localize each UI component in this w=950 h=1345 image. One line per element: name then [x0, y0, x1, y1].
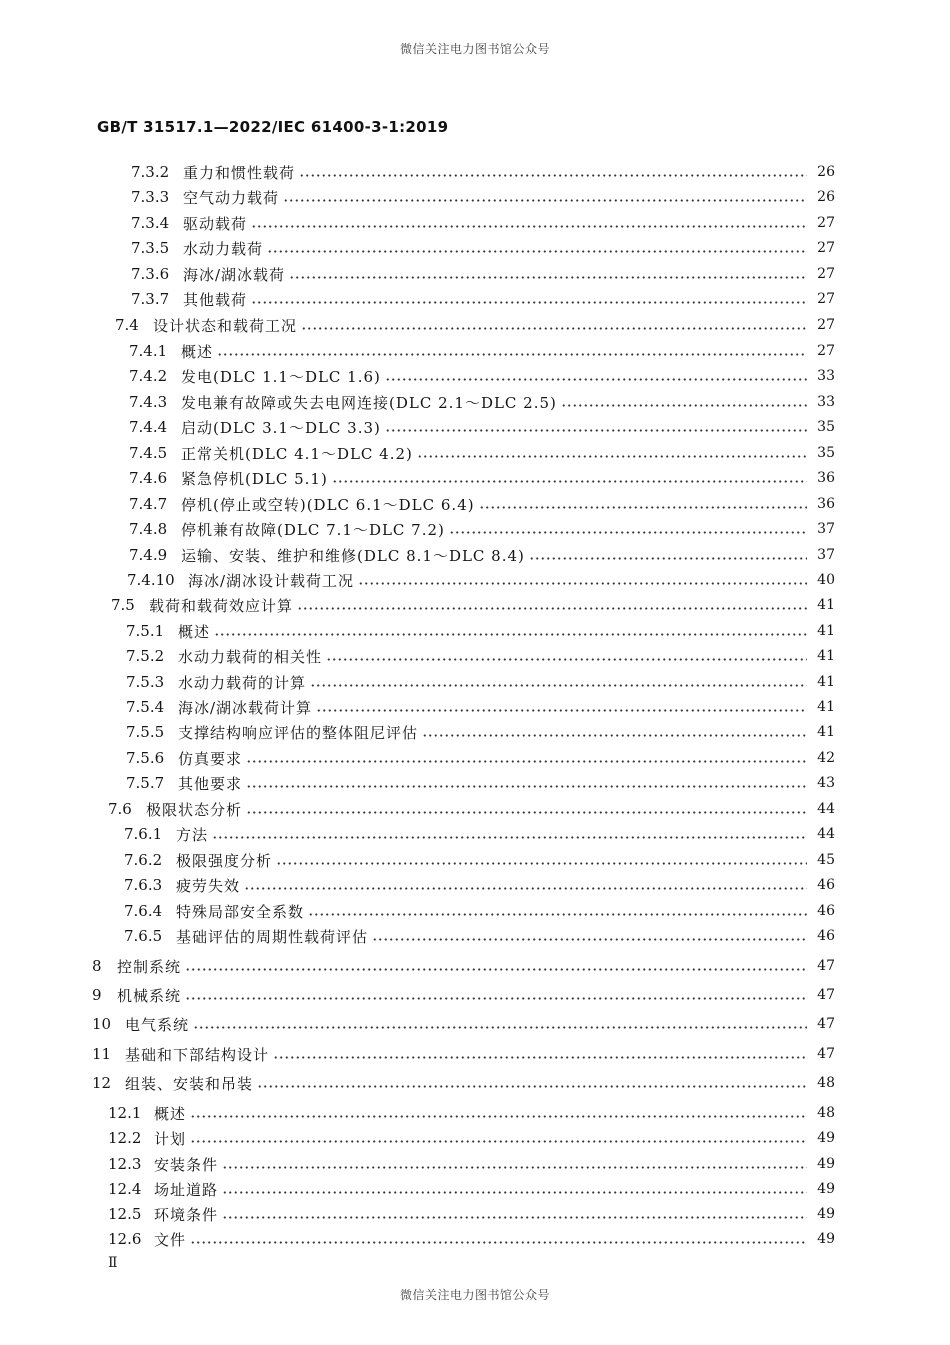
toc-entry-page: 27 — [817, 291, 835, 307]
toc-entry[interactable] — [129, 493, 835, 515]
toc-entry-page: 37 — [817, 521, 835, 537]
page-number: Ⅱ — [108, 1255, 118, 1271]
toc-entry-page: 43 — [817, 775, 835, 791]
toc-entry[interactable] — [108, 1203, 835, 1225]
toc-entry-number: 7.4.9 — [129, 546, 168, 564]
toc-entry-number: 7.4 — [115, 316, 139, 334]
toc-entry-number: 11 — [92, 1045, 112, 1063]
toc-entry[interactable] — [108, 1153, 835, 1175]
toc-entry-number: 12.6 — [108, 1230, 142, 1248]
toc-entry-number: 7.4.3 — [129, 393, 168, 411]
toc-entry-number: 7.3.4 — [131, 214, 170, 232]
dot-leader — [267, 250, 807, 253]
toc-entry-number: 7.4.5 — [129, 444, 168, 462]
toc-entry-number: 12 — [92, 1074, 112, 1092]
toc-entry-number: 7.3.2 — [131, 163, 170, 181]
toc-entry[interactable] — [124, 823, 835, 845]
dot-leader — [289, 276, 807, 279]
toc-entry-page: 47 — [817, 958, 835, 974]
toc-entry-title: 海冰/湖冰设计载荷工况 — [188, 571, 355, 590]
toc-entry-page: 27 — [817, 343, 835, 359]
toc-entry[interactable] — [108, 1102, 835, 1124]
dot-leader — [316, 709, 807, 712]
toc-entry-title: 设计状态和载荷工况 — [153, 316, 298, 335]
dot-leader — [308, 913, 807, 916]
toc-entry-number: 7.5.7 — [126, 774, 165, 792]
toc-entry-number: 12.4 — [108, 1180, 142, 1198]
toc-entry-page: 35 — [817, 419, 835, 435]
dot-leader — [417, 455, 807, 458]
standard-header: GB/T 31517.1—2022/IEC 61400-3-1:2019 — [97, 118, 449, 136]
dot-leader — [283, 199, 807, 202]
dot-leader — [332, 480, 807, 483]
toc-entry-title: 概述 — [181, 342, 214, 361]
toc-entry-title: 载荷和载荷效应计算 — [149, 596, 294, 615]
toc-entry[interactable] — [108, 798, 835, 820]
toc-entry[interactable] — [131, 186, 835, 208]
toc-entry-title: 停机兼有故障(DLC 7.1～DLC 7.2) — [181, 520, 445, 539]
toc-entry-number: 7.6.5 — [124, 927, 163, 945]
toc-entry[interactable] — [92, 1013, 835, 1035]
toc-entry-number: 7.6.2 — [124, 851, 163, 869]
toc-entry[interactable] — [129, 442, 835, 464]
dot-leader — [222, 1166, 807, 1169]
toc-entry-number: 12.3 — [108, 1155, 142, 1173]
toc-entry-page: 41 — [817, 648, 835, 664]
toc-entry-title: 概述 — [154, 1104, 187, 1123]
toc-entry[interactable] — [129, 518, 835, 540]
toc-entry-page: 27 — [817, 317, 835, 333]
toc-entry-title: 停机(停止或空转)(DLC 6.1～DLC 6.4) — [181, 495, 475, 514]
dot-leader — [479, 506, 807, 509]
toc-entry-number: 7.4.4 — [129, 418, 168, 436]
dot-leader — [257, 1085, 807, 1088]
toc-entry-page: 41 — [817, 597, 835, 613]
toc-entry-number: 7.5 — [111, 596, 135, 614]
dot-leader — [185, 997, 807, 1000]
toc-entry[interactable] — [131, 288, 835, 310]
toc-entry[interactable] — [131, 237, 835, 259]
toc-entry[interactable] — [129, 340, 835, 362]
toc-entry-title: 电气系统 — [125, 1015, 190, 1034]
toc-entry-page: 36 — [817, 496, 835, 512]
toc-entry-number: 7.3.3 — [131, 188, 170, 206]
dot-leader — [297, 607, 807, 610]
toc-entry-page: 35 — [817, 445, 835, 461]
toc-entry-title: 计划 — [154, 1129, 187, 1148]
dot-leader — [273, 1056, 807, 1059]
dot-leader — [246, 760, 807, 763]
toc-entry-title: 启动(DLC 3.1～DLC 3.3) — [181, 418, 381, 437]
dot-leader — [190, 1241, 807, 1244]
toc-entry[interactable] — [129, 416, 835, 438]
dot-leader — [222, 1216, 807, 1219]
toc-entry[interactable] — [92, 984, 835, 1006]
dot-leader — [217, 353, 807, 356]
toc-entry-page: 49 — [817, 1231, 835, 1247]
dot-leader — [246, 785, 807, 788]
toc-entry-page: 47 — [817, 1046, 835, 1062]
toc-entry-number: 7.4.10 — [127, 571, 175, 589]
dot-leader — [251, 225, 807, 228]
toc-entry-title: 概述 — [178, 622, 211, 641]
dot-leader — [372, 938, 807, 941]
toc-entry-title: 重力和惯性载荷 — [183, 163, 296, 182]
toc-entry-number: 7.4.2 — [129, 367, 168, 385]
toc-entry[interactable] — [108, 1127, 835, 1149]
toc-entry-title: 紧急停机(DLC 5.1) — [181, 469, 328, 488]
toc-entry-title: 水动力载荷的相关性 — [178, 647, 323, 666]
toc-entry-number: 7.4.7 — [129, 495, 168, 513]
dot-leader — [358, 582, 807, 585]
toc-entry-page: 36 — [817, 470, 835, 486]
watermark-bottom: 微信关注电力图书馆公众号 — [399, 1288, 550, 1302]
toc-entry-page: 42 — [817, 750, 835, 766]
dot-leader — [326, 658, 807, 661]
toc-entry-number: 7.6 — [108, 800, 132, 818]
toc-entry[interactable] — [129, 365, 835, 387]
toc-entry-number: 7.4.8 — [129, 520, 168, 538]
toc-entry-title: 场址道路 — [154, 1180, 219, 1199]
toc-entry-page: 49 — [817, 1130, 835, 1146]
toc-entry-title: 海冰/湖冰载荷 — [183, 265, 286, 284]
dot-leader — [449, 531, 807, 534]
dot-leader — [251, 301, 807, 304]
toc-entry-title: 运输、安装、维护和维修(DLC 8.1～DLC 8.4) — [181, 546, 525, 565]
toc-entry[interactable] — [108, 1178, 835, 1200]
toc-entry[interactable] — [129, 391, 835, 413]
toc-entry-page: 45 — [817, 852, 835, 868]
dot-leader — [529, 557, 807, 560]
toc-entry-number: 12.5 — [108, 1205, 142, 1223]
dot-leader — [190, 1115, 807, 1118]
toc-entry-number: 7.3.7 — [131, 290, 170, 308]
toc-entry-page: 41 — [817, 623, 835, 639]
toc-entry[interactable] — [126, 747, 835, 769]
toc-entry-page: 48 — [817, 1105, 835, 1121]
dot-leader — [193, 1026, 807, 1029]
toc-entry-page: 26 — [817, 189, 835, 205]
toc-entry-number: 7.5.6 — [126, 749, 165, 767]
toc-entry-number: 7.5.4 — [126, 698, 165, 716]
toc-entry-title: 机械系统 — [117, 986, 182, 1005]
dot-leader — [561, 404, 807, 407]
toc-entry-title: 基础和下部结构设计 — [125, 1045, 270, 1064]
toc-entry-page: 33 — [817, 368, 835, 384]
toc-entry-page: 44 — [817, 826, 835, 842]
toc-entry[interactable] — [131, 263, 835, 285]
toc-entry[interactable] — [124, 900, 835, 922]
toc-entry[interactable] — [126, 645, 835, 667]
toc-entry-number: 7.5.2 — [126, 647, 165, 665]
toc-entry[interactable] — [124, 874, 835, 896]
toc-entry-page: 40 — [817, 572, 835, 588]
toc-entry-page: 27 — [817, 215, 835, 231]
dot-leader — [212, 836, 807, 839]
toc-entry[interactable] — [131, 161, 835, 183]
toc-entry[interactable] — [126, 721, 835, 743]
dot-leader — [310, 684, 807, 687]
toc-entry-page: 46 — [817, 928, 835, 944]
toc-entry[interactable] — [111, 594, 835, 616]
toc-entry-page: 26 — [817, 164, 835, 180]
dot-leader — [244, 887, 807, 890]
toc-entry-title: 特殊局部安全系数 — [176, 902, 305, 921]
toc-entry-number: 8 — [92, 957, 102, 975]
toc-entry[interactable] — [124, 925, 835, 947]
toc-entry-number: 7.4.1 — [129, 342, 168, 360]
toc-entry-title: 控制系统 — [117, 957, 182, 976]
toc-entry[interactable] — [131, 212, 835, 234]
dot-leader — [246, 811, 807, 814]
dot-leader — [299, 174, 807, 177]
toc-entry[interactable] — [115, 314, 835, 336]
toc-entry-number: 7.5.1 — [126, 622, 165, 640]
toc-entry-page: 49 — [817, 1206, 835, 1222]
toc-entry-title: 环境条件 — [154, 1205, 219, 1224]
toc-entry-number: 9 — [92, 986, 102, 1004]
toc-entry[interactable] — [124, 849, 835, 871]
toc-entry-title: 组装、安装和吊装 — [125, 1074, 254, 1093]
toc-entry-page: 41 — [817, 674, 835, 690]
toc-entry-page: 46 — [817, 877, 835, 893]
dot-leader — [422, 734, 807, 737]
toc-entry-title: 空气动力载荷 — [183, 188, 280, 207]
toc-entry[interactable] — [92, 1072, 835, 1094]
toc-entry-title: 其他要求 — [178, 774, 243, 793]
toc-entry-title: 支撑结构响应评估的整体阻尼评估 — [178, 723, 419, 742]
dot-leader — [385, 429, 807, 432]
toc-entry-title: 发电(DLC 1.1～DLC 1.6) — [181, 367, 381, 386]
dot-leader — [301, 327, 807, 330]
toc-entry[interactable] — [92, 1043, 835, 1065]
dot-leader — [276, 862, 807, 865]
toc-entry-page: 47 — [817, 1016, 835, 1032]
toc-entry-page: 41 — [817, 724, 835, 740]
toc-entry-page: 49 — [817, 1181, 835, 1197]
toc-entry-title: 其他载荷 — [183, 290, 248, 309]
toc-entry[interactable] — [126, 671, 835, 693]
dot-leader — [185, 968, 807, 971]
toc-entry-title: 基础评估的周期性载荷评估 — [176, 927, 369, 946]
toc-entry-title: 海冰/湖冰载荷计算 — [178, 698, 313, 717]
toc-entry-title: 文件 — [154, 1230, 187, 1249]
toc-entry-page: 37 — [817, 547, 835, 563]
toc-entry-number: 7.5.3 — [126, 673, 165, 691]
toc-entry-title: 水动力载荷的计算 — [178, 673, 307, 692]
toc-entry[interactable] — [126, 620, 835, 642]
toc-entry-title: 驱动载荷 — [183, 214, 248, 233]
toc-entry-number: 7.3.5 — [131, 239, 170, 257]
toc-entry-title: 极限强度分析 — [176, 851, 273, 870]
toc-entry[interactable] — [108, 1228, 835, 1250]
toc-entry-number: 7.6.4 — [124, 902, 163, 920]
toc-entry-number: 7.4.6 — [129, 469, 168, 487]
toc-entry-page: 27 — [817, 240, 835, 256]
toc-entry-number: 12.1 — [108, 1104, 142, 1122]
toc-entry[interactable] — [127, 569, 835, 591]
dot-leader — [214, 633, 807, 636]
toc-entry-number: 7.5.5 — [126, 723, 165, 741]
toc-entry-title: 安装条件 — [154, 1155, 219, 1174]
toc-entry-page: 49 — [817, 1156, 835, 1172]
toc-entry-title: 仿真要求 — [178, 749, 243, 768]
toc-entry-number: 12.2 — [108, 1129, 142, 1147]
toc-entry-title: 水动力载荷 — [183, 239, 264, 258]
toc-entry-title: 发电兼有故障或失去电网连接(DLC 2.1～DLC 2.5) — [181, 393, 557, 412]
toc-entry[interactable] — [129, 467, 835, 489]
toc-entry-title: 极限状态分析 — [146, 800, 243, 819]
toc-entry[interactable] — [126, 772, 835, 794]
toc-entry-page: 27 — [817, 266, 835, 282]
watermark-top: 微信关注电力图书馆公众号 — [399, 42, 550, 56]
toc-entry-number: 10 — [92, 1015, 112, 1033]
toc-entry-title: 方法 — [176, 825, 209, 844]
toc-entry-page: 33 — [817, 394, 835, 410]
toc-entry-page: 46 — [817, 903, 835, 919]
toc-entry-number: 7.6.1 — [124, 825, 163, 843]
dot-leader — [385, 378, 807, 381]
toc-entry-number: 7.3.6 — [131, 265, 170, 283]
toc-entry[interactable] — [129, 544, 835, 566]
dot-leader — [190, 1140, 807, 1143]
toc-entry[interactable] — [126, 696, 835, 718]
toc-entry[interactable] — [92, 955, 835, 977]
toc-entry-title: 正常关机(DLC 4.1～DLC 4.2) — [181, 444, 413, 463]
toc-entry-page: 47 — [817, 987, 835, 1003]
toc-entry-number: 7.6.3 — [124, 876, 163, 894]
toc-entry-page: 48 — [817, 1075, 835, 1091]
toc-entry-title: 疲劳失效 — [176, 876, 241, 895]
toc-entry-page: 44 — [817, 801, 835, 817]
toc-entry-page: 41 — [817, 699, 835, 715]
dot-leader — [222, 1191, 807, 1194]
